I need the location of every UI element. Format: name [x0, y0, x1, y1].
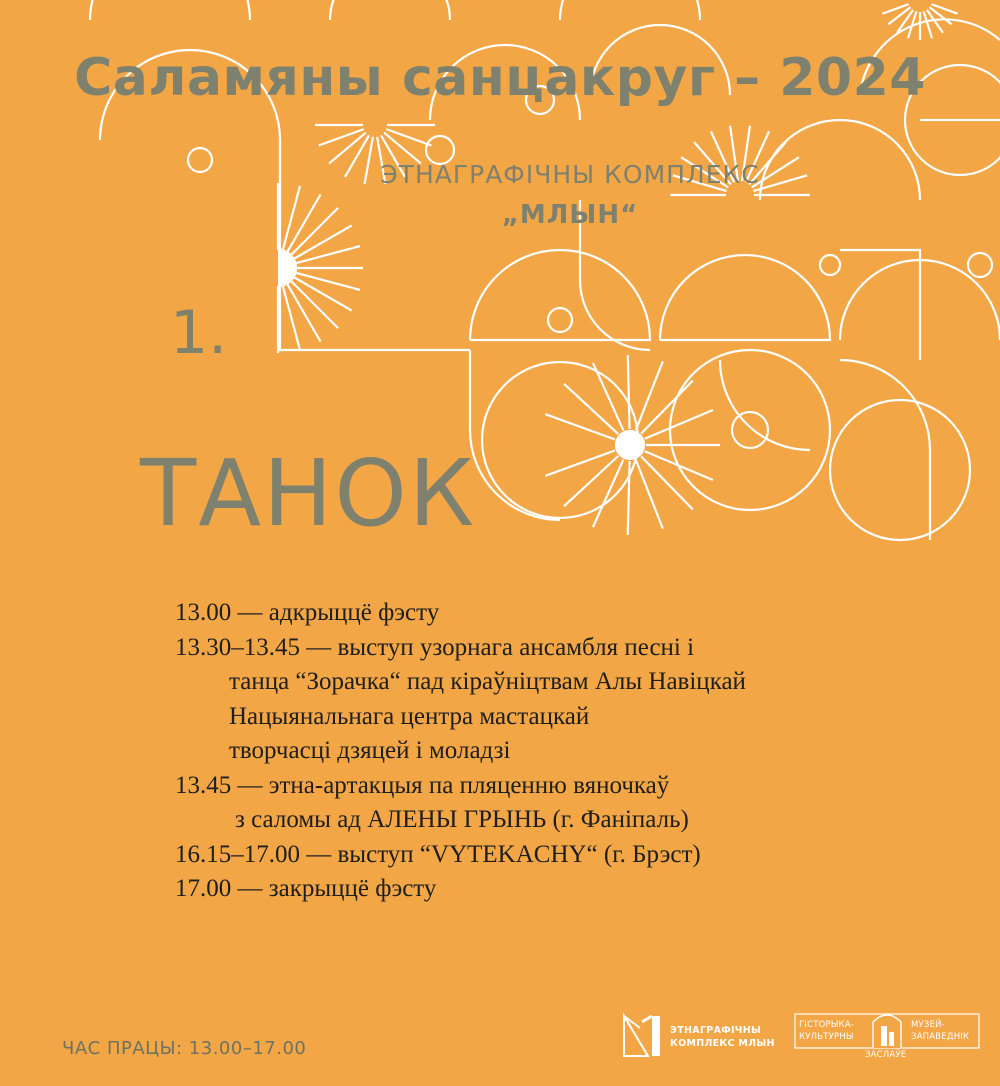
museum-left-line1: ГІСТОРЫКА- [799, 1020, 855, 1030]
arch [470, 250, 650, 340]
section-number: 1. [170, 298, 228, 368]
schedule-line: 13.45 — этна-артакцыя па пляценню вяночкаў [175, 771, 670, 799]
section-title: ТАНОК [140, 440, 477, 547]
museum-right-line1: МУЗЕЙ- [911, 1020, 945, 1030]
sun-ray [386, 129, 431, 145]
venue-subtitle: ЭТНАГРАФІЧНЫ КОМПЛЕКС [380, 160, 760, 189]
sun-ray [645, 410, 713, 439]
schedule-list [175, 596, 746, 907]
venue-name: „МЛЫН“ [501, 200, 639, 230]
sun-ray [545, 414, 615, 439]
sun-ray [628, 355, 630, 429]
sun-ray [295, 273, 360, 290]
schedule-line: 13.00 — адкрыццё фэсту [175, 599, 440, 626]
museum-bottom-line: ЗАСЛАЎЕ [865, 1050, 907, 1060]
arch [330, 0, 450, 20]
sun-ray [329, 133, 366, 164]
sun-ray [283, 186, 300, 251]
arch [660, 255, 830, 340]
schedule-line: Нацыянальнага центра мастацкай [229, 702, 590, 730]
frame-line [840, 250, 920, 360]
sun-ray [384, 133, 421, 164]
schedule-line: з саломы ад АЛЕНЫ ГРЫНЬ (г. Фаніпаль) [235, 806, 689, 833]
sun-ray [593, 460, 623, 527]
sun-core [616, 431, 644, 459]
sun-ray [283, 285, 300, 350]
mlyn-logo [622, 1010, 812, 1060]
zaslauje-museum-logo [793, 1008, 983, 1066]
sun-ray [545, 450, 615, 475]
sun-ray [641, 456, 693, 509]
circle [968, 253, 992, 277]
museum-right-line2: ЗАПАВЕДНІК [911, 1032, 970, 1042]
schedule-line: танца “Зорачка“ пад кіраўніцтвам Алы Навіцкай [229, 668, 746, 695]
sun-ray [636, 361, 663, 430]
page-title: Саламяны санцакруг – 2024 [74, 48, 926, 108]
schedule-line: творчасці дзяцей і моладзі [229, 737, 511, 764]
schedule-line: 17.00 — закрыццё фэсту [175, 875, 437, 902]
circle [670, 350, 830, 510]
mlyn-logo-line2: КОМПЛЕКС МЛЫН [670, 1038, 775, 1049]
circle [820, 255, 840, 275]
schedule-line: 13.30–13.45 — выступ узорнага ансамбля песні і [175, 633, 695, 661]
sun-ray [641, 381, 693, 434]
mlyn-logo-text [670, 1024, 775, 1050]
working-hours: ЧАС ПРАЦЫ: 13.00–17.00 [62, 1038, 307, 1059]
sun-ray [564, 384, 618, 434]
museum-left-line2: КУЛЬТУРНЫ [799, 1032, 854, 1042]
schedule-line: 16.15–17.00 — выступ “VYTEKACHY“ (г. Брэст) [175, 840, 701, 868]
sun-ray [319, 129, 364, 145]
mlyn-logo-mark-icon [622, 1010, 666, 1060]
arch [560, 0, 700, 20]
circle [732, 412, 768, 448]
sun-ray [593, 363, 623, 430]
circle [830, 400, 970, 540]
frame-line [840, 360, 930, 540]
circle [188, 148, 212, 172]
arch [90, 0, 250, 20]
sun-ray [628, 461, 630, 535]
circle [548, 308, 572, 332]
sun-ray [295, 246, 360, 263]
mlyn-logo-line1: ЭТНАГРАФІЧНЫ [670, 1025, 762, 1036]
sun-ray [636, 460, 663, 529]
